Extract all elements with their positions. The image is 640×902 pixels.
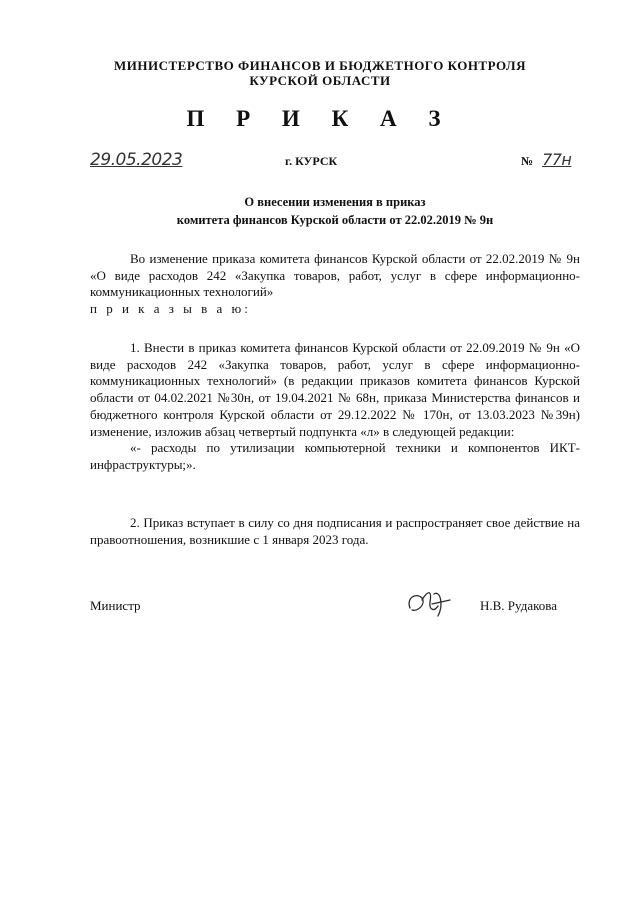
ministry-name-line2: КУРСКОЙ ОБЛАСТИ: [249, 73, 391, 88]
item-1-text: 1. Внести в приказ комитета финансов Курской области от 22.09.2019 № 9н «О виде расходов 242 «Закупка товаров, работ, услуг в сфере информационно-коммуникационных технологий» (в редакции приказов комитета финансов Курской области от 04.02.2021 №30н, от 19.04.2021 № 68н, приказа Министерства финансов и бюджетного контроля Курской области от 29.12.2022 № 170н, от 13.03.2023 №39н) изменение, изложив абзац четвертый подпункта «л» в следующей редакции:: [90, 340, 580, 439]
item-2-text: 2. Приказ вступает в силу со дня подписания и распространяет свое действие на правоотношения, возникшие с 1 января 2023 года.: [90, 515, 580, 547]
intro-text: Во изменение приказа комитета финансов Курской области от 22.02.2019 № 9н «О виде расходов 242 «Закупка товаров, работ, услуг в сфере информационно-коммуникационных технологий»: [90, 251, 580, 300]
signer-title: Министр: [90, 598, 141, 613]
ministry-name-line1: МИНИСТЕРСТВО ФИНАНСОВ И БЮДЖЕТНОГО КОНТРОЛЯ: [113, 58, 527, 73]
order-subject: [90, 193, 580, 229]
ministry-header: [60, 58, 580, 88]
amendment-quote: «- расходы по утилизации компьютерной техники и компонентов ИКТ-инфраструктуры;».: [90, 440, 580, 472]
document-type-title: П Р И К А З: [186, 106, 454, 131]
handwritten-number: 77н: [542, 150, 572, 169]
order-number: [521, 150, 571, 169]
subject-line2: комитета финансов Курской области от 22.02.2019 № 9н: [176, 213, 494, 227]
handwritten-signature: [404, 586, 464, 622]
signer-name: Н.В. Рудакова: [480, 598, 557, 613]
order-word: п р и к а з ы в а ю:: [90, 301, 251, 317]
intro-paragraph: [90, 251, 580, 318]
city-label: г. КУРСК: [285, 154, 338, 168]
subject-line1: О внесении изменения в приказ: [244, 195, 426, 209]
item-1-paragraph: [90, 340, 580, 474]
item-2-paragraph: [90, 515, 580, 548]
handwritten-date: 29.05.2023: [90, 150, 183, 170]
number-sign: №: [521, 154, 534, 168]
